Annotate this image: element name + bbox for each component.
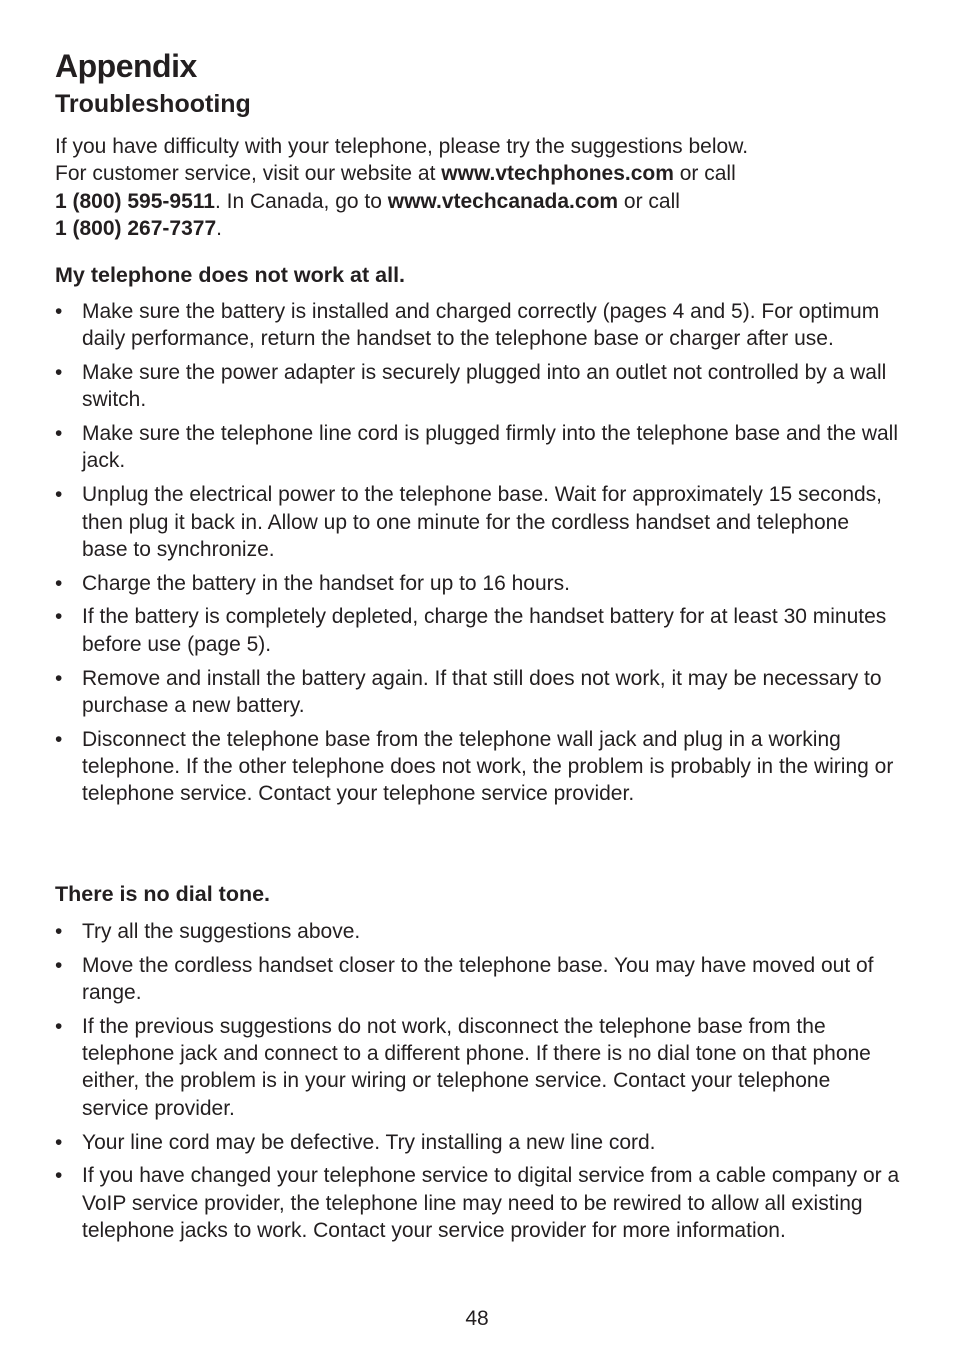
list-item: • Make sure the telephone line cord is plugged firmly into the telephone base and the wall jack. (55, 422, 899, 473)
bullet-icon: • (55, 361, 63, 385)
list-item: • If the battery is completely depleted, charge the handset battery for at least 30 minutes before use (page 5). (55, 605, 887, 656)
list-item: • Remove and install the battery again. If that still does not work, it may be necessary to purchase a new battery. (55, 666, 882, 717)
page-title: Appendix (55, 48, 197, 84)
list-item: • Try all the suggestions above. (55, 918, 900, 945)
list-item: • Disconnect the telephone base from the telephone wall jack and plug in a working telephone. If the other telephone does not work, the problem is probably in the wiring or telephone service. Contact your telephone service provider. (55, 727, 894, 806)
bullet-icon: • (55, 666, 63, 690)
bullet-icon: • (55, 953, 63, 977)
list-item: • Move the cordless handset closer to the telephone base. You may have moved out of range. (55, 953, 874, 1005)
bullet-icon: • (55, 571, 63, 595)
intro-text: or call (673, 162, 736, 186)
bullet-icon: • (55, 483, 63, 507)
section-title: Troubleshooting (55, 90, 251, 118)
bullet-icon: • (55, 727, 63, 751)
bullet-icon: • (55, 1014, 63, 1038)
list-item: • Charge the battery in the handset for up to 16 hours. (55, 570, 900, 597)
phone-us: 1 (800) 595-9511 (55, 189, 215, 213)
bullet-icon: • (55, 920, 63, 943)
bullet-icon: • (55, 300, 63, 323)
bullet-list-not-work (55, 298, 900, 814)
phone-ca: 1 (800) 267-7377 (55, 216, 217, 240)
bullet-list-no-dial-tone (55, 918, 900, 1251)
section-heading-no-dial-tone: There is no dial tone. (55, 882, 271, 906)
bullet-icon: • (55, 1130, 63, 1154)
page-number: 48 (465, 1307, 489, 1330)
intro-line-1: If you have difficulty with your telephone, please try the suggestions below. (55, 135, 749, 158)
bullet-icon: • (55, 605, 63, 629)
intro-text: For customer service, visit our website at (55, 162, 442, 186)
website-ca-link[interactable]: www.vtechcanada.com (387, 189, 619, 213)
list-item: • Your line cord may be defective. Try installing a new line cord. (55, 1129, 900, 1156)
website-us-link[interactable]: www.vtechphones.com (441, 162, 674, 186)
list-item: • Make sure the battery is installed and charged correctly (pages 4 and 5). For optimum daily performance, return the handset to the telephone base or charger after use. (55, 300, 880, 351)
bullet-icon: • (55, 1164, 63, 1188)
intro-text: . In Canada, go to (214, 189, 388, 213)
list-item: • If the previous suggestions do not work, disconnect the telephone base from the telephone jack and connect to a different phone. If there is no dial tone on that phone either, the problem is in your wiring or telephone service. Contact your telephone service provider. (55, 1014, 871, 1120)
intro-text: or call (618, 189, 680, 213)
intro-text: . (216, 216, 222, 240)
section-heading-not-work: My telephone does not work at all. (55, 263, 406, 287)
list-item: • Unplug the electrical power to the telephone base. Wait for approximately 15 seconds, then plug it back in. Allow up to one minute for the cordless handset and telephone base to synchronize. (55, 483, 883, 561)
intro-paragraph (55, 133, 900, 242)
list-item: • If you have changed your telephone service to digital service from a cable company or a VoIP service provider, the telephone line may need to be rewired to allow all existing telephone jacks to work. Contact your service provider for more information. (55, 1164, 900, 1242)
list-item: • Make sure the power adapter is securely plugged into an outlet not controlled by a wall switch. (55, 361, 887, 412)
bullet-icon: • (55, 422, 63, 446)
